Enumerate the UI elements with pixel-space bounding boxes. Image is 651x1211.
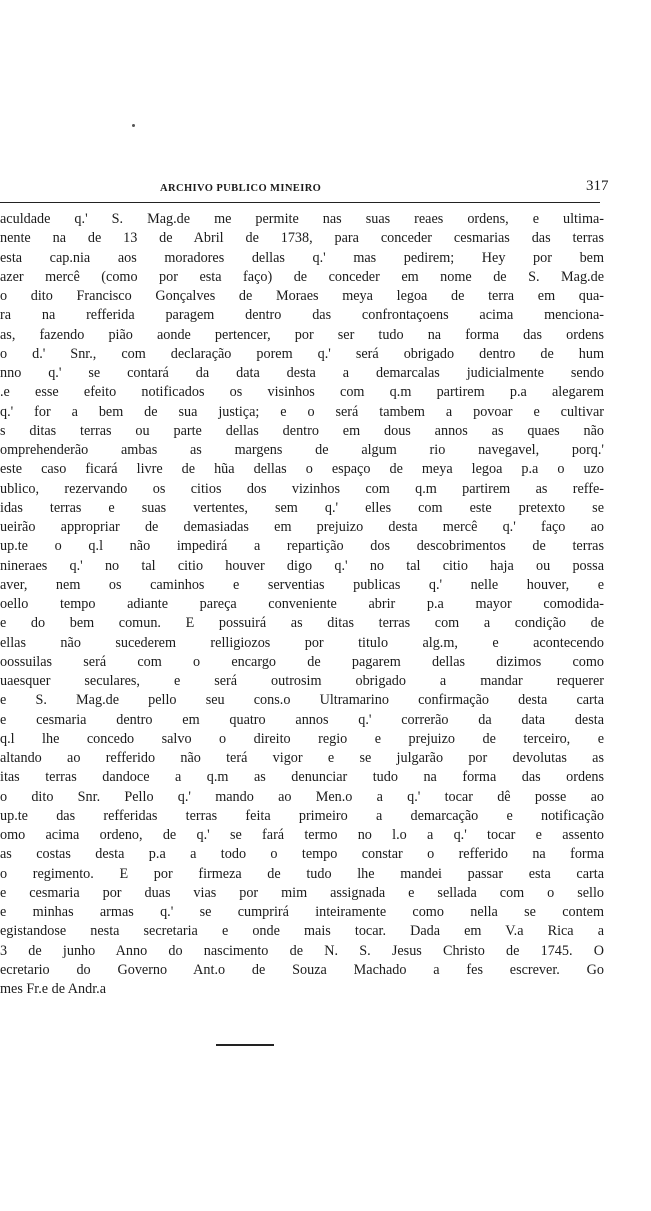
text-line: egistandose nesta secretaria e onde mais tocar. Dada em V.a Rica a — [0, 923, 604, 940]
text-line: e cesmaria dentro em quatro annos q.' correrão da data desta — [0, 711, 604, 728]
text-line: 3 de junho Anno do nascimento de N. S. Jesus Christo de 1745. O — [0, 942, 604, 959]
text-line: up.te das refferidas terras feita primeiro a demarcação e notificação — [0, 807, 604, 824]
text-line: idas terras e suas vertentes, sem q.' elles com este pretexto se — [0, 499, 604, 516]
text-line: oossuilas será com o encargo de pagarem dellas dizimos como — [0, 653, 604, 670]
text-line: oello tempo adiante pareça conveniente abrir p.a mayor comodida- — [0, 596, 604, 612]
header-rule — [0, 202, 600, 203]
text-line: as, fazendo pião aonde pertencer, por ser tudo na forma das ordens — [0, 326, 604, 343]
text-line: este caso ficará livre de hũa dellas o espaço de meya legoa p.a o uzo — [0, 461, 604, 478]
text-line: .e esse efeito notificados os visinhos com q.m partirem p.a alegarem — [0, 384, 604, 401]
text-line: s ditas terras ou parte dellas dentro em dous annos as quaes não — [0, 422, 604, 439]
speck-mark — [132, 124, 135, 127]
text-line: e do bem comun. E possuirá as ditas terras com a condição de — [0, 615, 604, 632]
text-line: itas terras dandoce a q.m as denunciar tudo na forma das ordens — [0, 769, 604, 786]
text-line: ublico, rezervando os citios dos vizinhos com q.m partirem as reffe- — [0, 480, 604, 497]
text-line: e S. Mag.de pello seu cons.o Ultramarino confirmação desta carta — [0, 692, 604, 709]
text-line: ra na refferida paragem dentro das confrontaçoens acima menciona- — [0, 307, 604, 324]
text-line: o regimento. E por firmeza de tudo lhe mandei passar esta carta — [0, 865, 604, 882]
text-line: altando ao refferido não terá vigor e se julgarão por devolutas as — [0, 750, 604, 766]
text-line: o d.' Snr., com declaração porem q.' será obrigado dentro de hum — [0, 345, 604, 362]
text-line: esta cap.nia aos moradores dellas q.' mas pedirem; Hey por bem — [0, 249, 604, 266]
end-rule — [216, 1044, 274, 1046]
text-line: o dito Francisco Gonçalves de Moraes meya legoa de terra em qua- — [0, 288, 604, 304]
running-title: ARCHIVO PUBLICO MINEIRO — [160, 183, 322, 194]
text-line: nente na de 13 de Abril de 1738, para conceder cesmarias das terras — [0, 230, 604, 247]
text-line: e minhas armas q.' se cumprirá inteiramente como nella se contem — [0, 904, 604, 920]
text-line: ellas não sucederem relligiozos por titulo alg.m, e acontecendo — [0, 634, 604, 651]
text-line: aculdade q.' S. Mag.de me permite nas suas reaes ordens, e ultima- — [0, 211, 604, 227]
text-line: uaesquer seculares, e será outrosim obrigado a mandar requerer — [0, 673, 604, 689]
text-line: azer mercê (como por esta faço) de conceder em nome de S. Mag.de — [0, 268, 604, 285]
text-line: nno q.' se contará da data desta a demarcalas judicialmente sendo — [0, 365, 604, 381]
text-line: aver, nem os caminhos e serventias publicas q.' nelle houver, e — [0, 576, 604, 593]
text-line: ueirão appropriar de demasiadas em prejuizo desta mercê q.' faço ao — [0, 519, 604, 535]
text-line: o dito Snr. Pello q.' mando ao Men.o a q.' tocar dê posse ao — [0, 788, 604, 805]
text-line: e cesmaria por duas vias por mim assignada e sellada com o sello — [0, 884, 604, 901]
text-line: mes Fr.e de Andr.a — [0, 981, 106, 997]
text-line: as costas desta p.a a todo o tempo constar o refferido na forma — [0, 846, 604, 863]
text-line: omprehenderão ambas as margens de algum rio navegavel, porq.' — [0, 442, 604, 458]
text-line: nineraes q.' no tal citio houver digo q.' no tal citio haja ou possa — [0, 557, 604, 574]
text-line: ecretario do Governo Ant.o de Souza Machado a fes escrever. Go — [0, 961, 604, 978]
page-header — [0, 178, 651, 202]
text-line: q.l lhe concedo salvo o direito regio e prejuizo de terceiro, e — [0, 730, 604, 747]
text-line: q.' for a bem de sua justiça; e o será tambem a povoar e cultivar — [0, 403, 604, 420]
text-line: omo acima ordeno, de q.' se fará termo no l.o a q.' tocar e assento — [0, 827, 604, 843]
page-number: 317 — [586, 178, 609, 194]
text-line: up.te o q.l não impedirá a repartição dos descobrimentos de terras — [0, 538, 604, 555]
body-text — [0, 210, 604, 999]
